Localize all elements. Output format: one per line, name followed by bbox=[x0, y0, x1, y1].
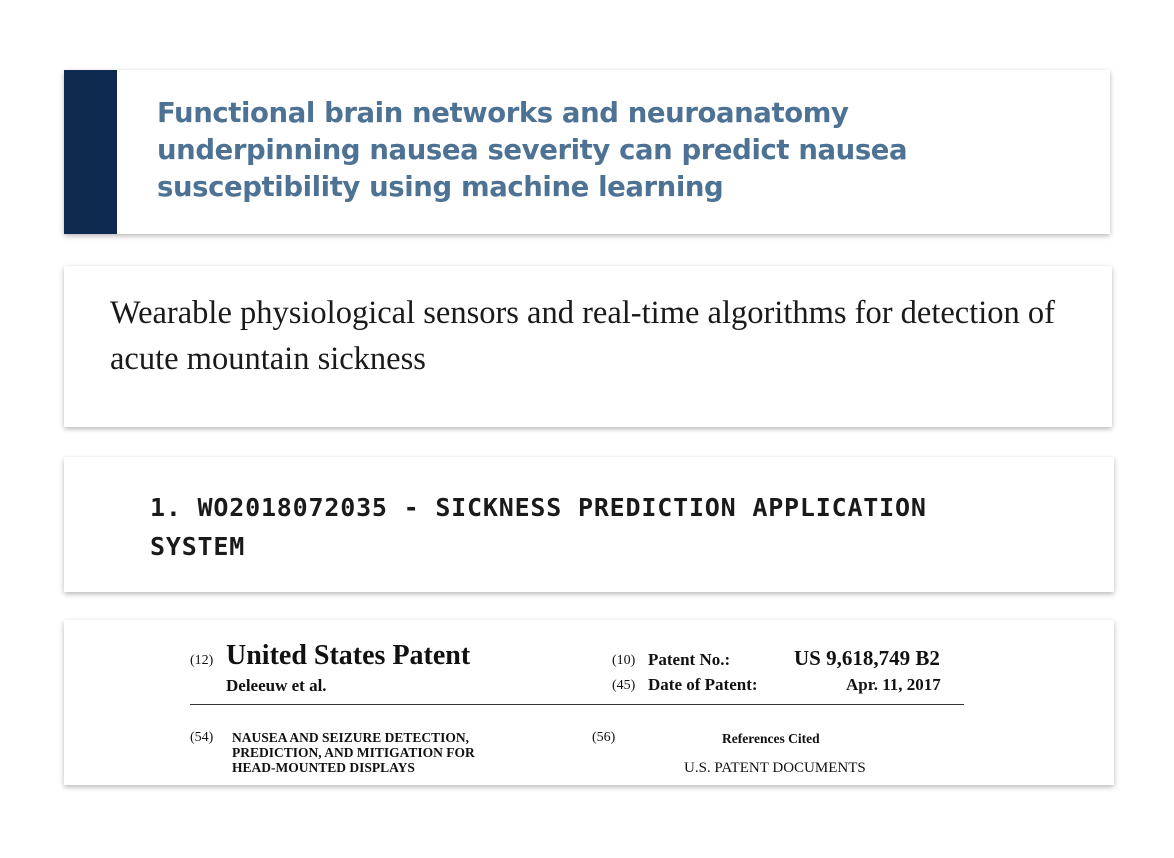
inid-code-56: (56) bbox=[592, 730, 616, 745]
invention-title-line-1: NAUSEA AND SEIZURE DETECTION, bbox=[232, 730, 470, 745]
inid-code-10: (10) bbox=[612, 653, 636, 668]
paper-title-card-2 bbox=[64, 266, 1112, 427]
patent-application-card bbox=[64, 457, 1114, 592]
patent-no-label: Patent No.: bbox=[648, 650, 731, 669]
us-patent-card bbox=[64, 620, 1114, 785]
inventors: Deleeuw et al. bbox=[226, 676, 327, 695]
paper-title-2: Wearable physiological sensors and real-time algorithms for detection of acute mountain sickness bbox=[110, 295, 1055, 377]
patent-number: US 9,618,749 B2 bbox=[794, 646, 940, 670]
patent-heading: United States Patent bbox=[226, 640, 471, 671]
invention-title-line-2: PREDICTION, AND MITIGATION FOR bbox=[232, 745, 475, 760]
invention-title-line-3: HEAD-MOUNTED DISPLAYS bbox=[232, 760, 415, 775]
patent-date: Apr. 11, 2017 bbox=[846, 675, 941, 694]
patent-application-title: 1. WO2018072035 - SICKNESS PREDICTION APPLICATION SYSTEM bbox=[150, 493, 927, 561]
inid-code-54: (54) bbox=[190, 730, 214, 745]
us-patent-documents-heading: U.S. PATENT DOCUMENTS bbox=[684, 760, 866, 776]
references-heading: References Cited bbox=[722, 731, 820, 746]
date-label: Date of Patent: bbox=[648, 675, 758, 694]
inid-code-45: (45) bbox=[612, 678, 636, 693]
inid-code-12: (12) bbox=[190, 653, 214, 668]
divider-line bbox=[190, 704, 964, 705]
accent-bar bbox=[64, 70, 117, 234]
paper-title-card bbox=[64, 70, 1110, 234]
paper-title: Functional brain networks and neuroanatomy underpinning nausea severity can predict nausea susceptibility using machine learning bbox=[157, 97, 908, 203]
invention-title bbox=[232, 730, 475, 775]
